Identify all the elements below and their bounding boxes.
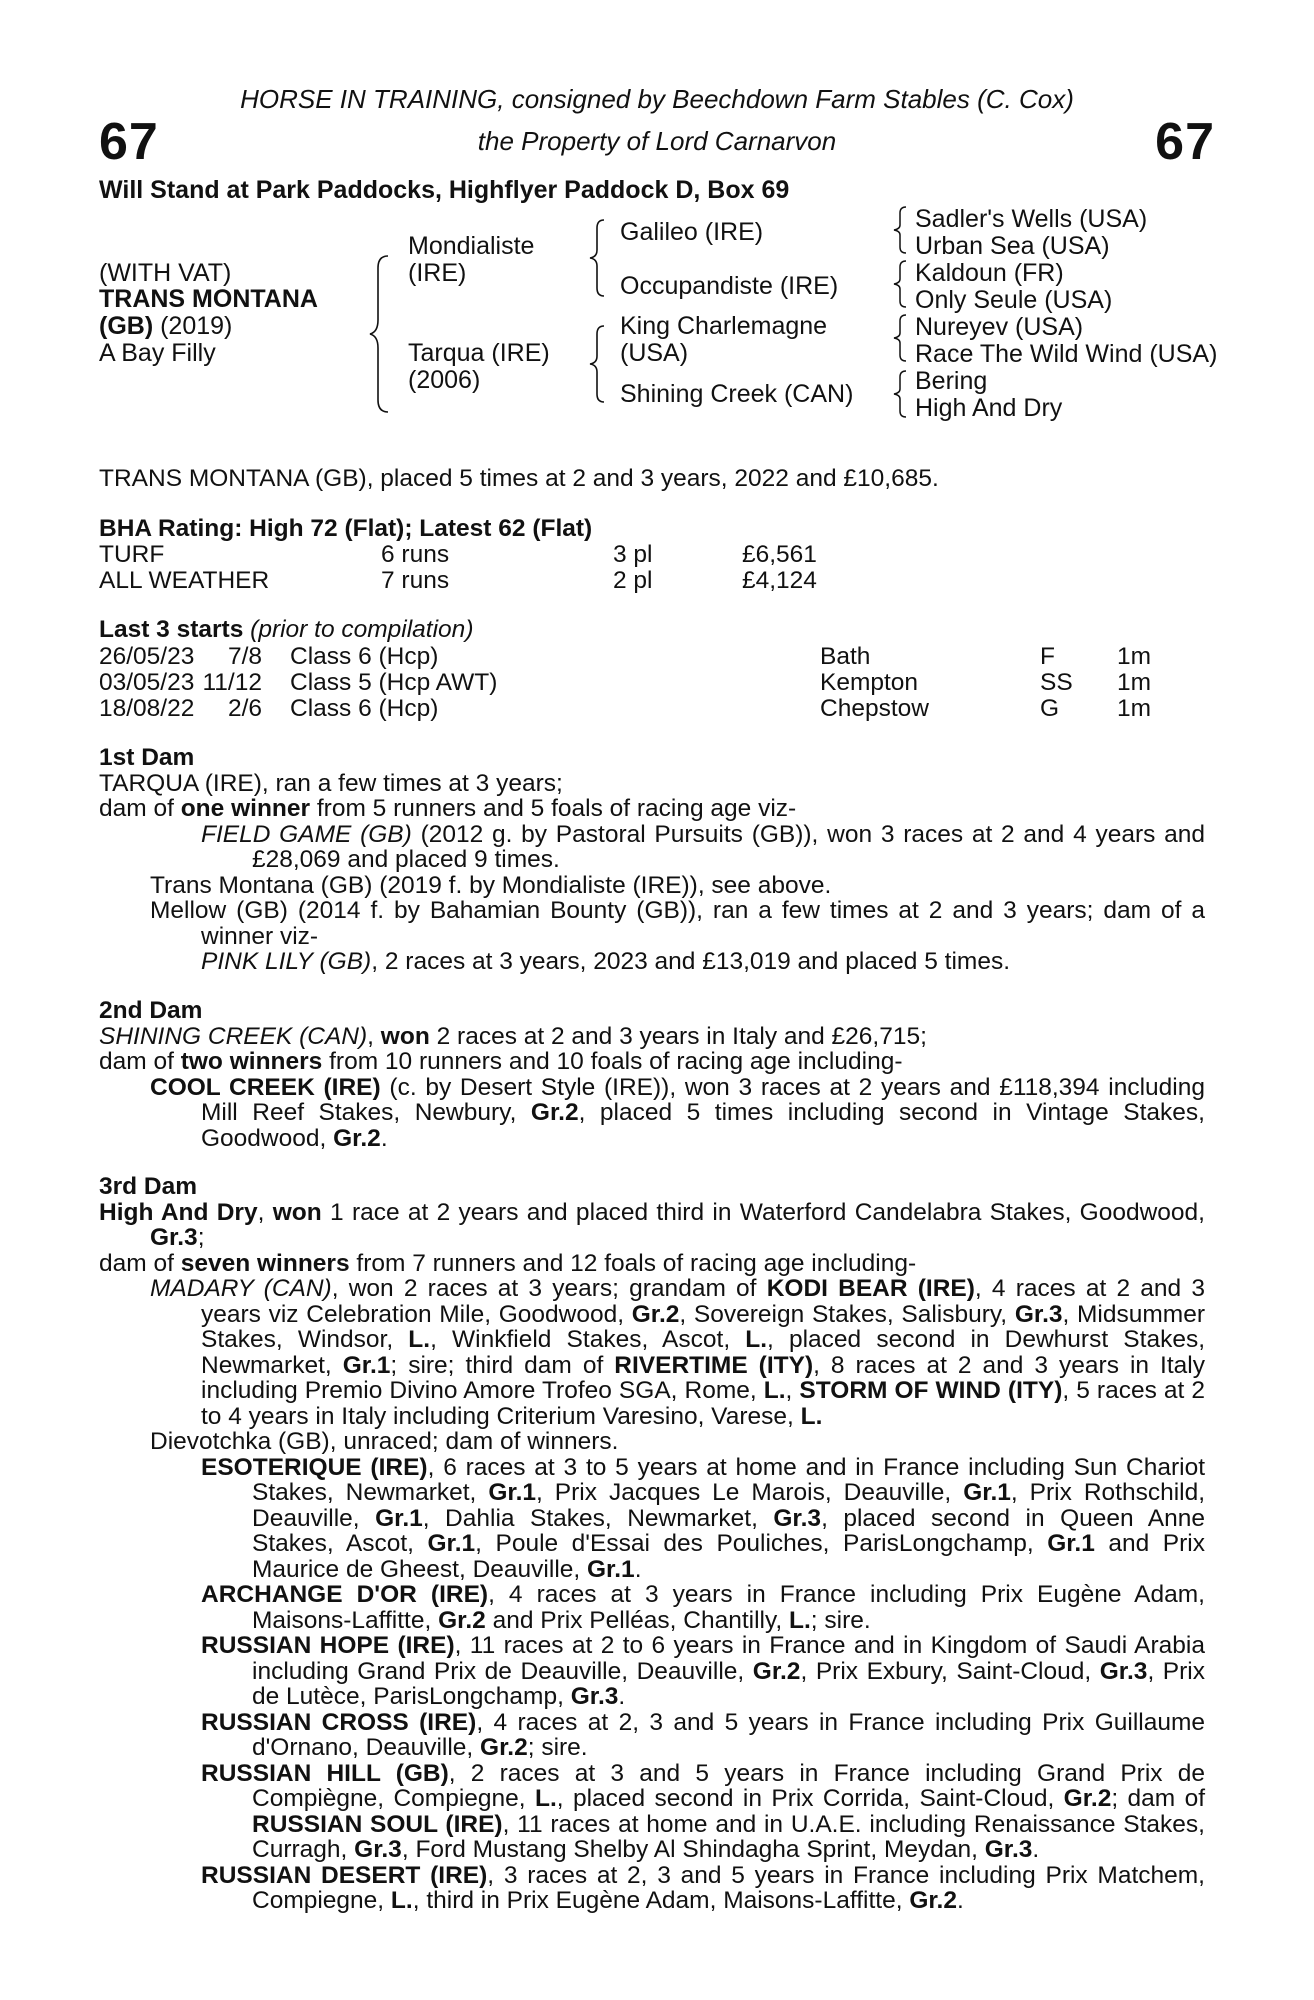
rating-runs: 7 runs <box>381 567 450 594</box>
pedigree-ddd: High And Dry <box>915 394 1063 422</box>
second-dam-line: SHINING CREEK (CAN), won 2 races at 2 and 3 years in Italy and £26,715; <box>99 1022 927 1050</box>
produce-entry-trans-montana: Trans Montana (GB) (2019 f. by Mondialiste (IRE)), see above. <box>150 871 832 899</box>
pedigree-sire: Mondialiste <box>408 232 535 260</box>
produce-entry-russian-desert: RUSSIAN DESERT (IRE), 3 races at 2, 3 and 5 years in France including Prix Matchem, Compiegne, L., third in Prix Eugène Adam, Maisons-Laffitte, Gr.2. <box>201 1861 1205 1914</box>
start-race: Class 6 (Hcp) <box>290 695 439 722</box>
pedigree-brace-main <box>368 254 392 414</box>
horse-country: (GB) <box>99 312 154 340</box>
pedigree-dds: Bering <box>915 367 988 395</box>
produce-entry-field-game: FIELD GAME (GB) (2012 g. by Pastoral Pursuits (GB)), won 3 races at 2 and 4 years and £28,069 and placed 9 times. <box>201 820 1205 873</box>
start-course: Kempton <box>820 669 919 696</box>
lot-number-left: 67 <box>99 113 159 171</box>
horse-country-year <box>99 312 232 341</box>
produce-entry-russian-hill: RUSSIAN HILL (GB), 2 races at 3 and 5 years in France including Grand Prix de Compiègne, Compiegne, L., placed second in Prix Corrida, Saint-Cloud, Gr.2; dam of RUSSIAN SOUL (IRE), 11 races at home and in U.A.E. including Renaissance Stakes, Curragh, Gr.3, Ford Mustang Shelby Al Shindagha Sprint, Meydan, Gr.3. <box>201 1759 1206 1863</box>
horse-name: TRANS MONTANA <box>99 285 318 313</box>
produce-entry-russian-hope: RUSSIAN HOPE (IRE), 11 races at 2 to 6 years in France and in Kingdom of Saudi Arabia including Grand Prix de Deauville, Deauville, Gr.2, Prix Exbury, Saint-Cloud, Gr.3, Prix de Lutèce, ParisLongchamp, Gr.3. <box>201 1632 1206 1710</box>
start-going: F <box>1040 643 1055 670</box>
pedigree-dam-year: (2006) <box>408 366 481 394</box>
pedigree-ssd: Urban Sea (USA) <box>915 232 1110 260</box>
pedigree-brace-ds <box>892 313 910 363</box>
pedigree-sss: Sadler's Wells (USA) <box>915 205 1148 233</box>
third-dam-heading: 3rd Dam <box>99 1173 198 1200</box>
race-record-summary: TRANS MONTANA (GB), placed 5 times at 2 and 3 years, 2022 and £10,685. <box>99 465 939 492</box>
start-position: 7/8 <box>227 643 262 670</box>
produce-entry-pink-lily: PINK LILY (GB), 2 races at 3 years, 2023 and £13,019 and placed 5 times. <box>201 948 1011 975</box>
pedigree-brace-sire <box>588 218 608 298</box>
rating-placed: 2 pl <box>613 567 653 594</box>
pedigree-brace-ss <box>892 205 910 255</box>
rating-placed: 3 pl <box>613 541 653 568</box>
lot-number-right: 67 <box>1155 113 1215 171</box>
stand-location: Will Stand at Park Paddocks, Highflyer Paddock D, Box 69 <box>99 176 790 204</box>
first-dam-line: TARQUA (IRE), ran a few times at 3 years; <box>99 769 563 797</box>
produce-entry-russian-cross: RUSSIAN CROSS (IRE), 4 races at 2, 3 and 5 years in France including Prix Guillaume d'Ornano, Deauville, Gr.2; sire. <box>201 1708 1205 1761</box>
pedigree-dam: Tarqua (IRE) <box>408 339 550 367</box>
start-date: 26/05/23 <box>99 643 195 670</box>
second-dam-produce-line: dam of two winners from 10 runners and 10 foals of racing age including- <box>99 1048 903 1075</box>
start-date: 03/05/23 <box>99 669 195 696</box>
start-position: 2/6 <box>227 695 262 722</box>
start-distance: 1m <box>1117 669 1152 696</box>
rating-prize: £6,561 <box>742 541 817 568</box>
third-dam-section <box>99 1174 1205 1914</box>
produce-entry-mellow: Mellow (GB) (2014 f. by Bahamian Bounty (GB)), ran a few times at 2 and 3 years; dam of a winner viz- <box>150 897 1205 950</box>
pedigree-dam-sire-line2: (USA) <box>620 339 689 367</box>
first-dam-heading: 1st Dam <box>99 744 195 771</box>
pedigree-brace-dam <box>588 324 608 404</box>
start-position: 11/12 <box>202 669 262 696</box>
pedigree-sire-dam: Occupandiste (IRE) <box>620 272 839 300</box>
produce-entry-madary: MADARY (CAN), won 2 races at 3 years; grandam of KODI BEAR (IRE), 4 races at 2 and 3 years viz Celebration Mile, Goodwood, Gr.2, Sovereign Stakes, Salisbury, Gr.3, Midsummer Stakes, Windsor, L., Winkfield Stakes, Ascot, L., placed second in Dewhurst Stakes, Newmarket, Gr.1; sire; third dam of RIVERTIME (ITY), 8 races at 2 and 3 years in Italy including Premio Divino Amore Trofeo SGA, Rome, L., STORM OF WIND (ITY), 5 races at 2 to 4 years in Italy including Criterium Varesino, Varese, L. <box>150 1275 1206 1430</box>
first-dam-section <box>99 745 1205 975</box>
start-course: Bath <box>820 643 871 670</box>
last-starts-title: Last 3 starts <box>99 616 244 643</box>
horse-year: (2019) <box>160 312 233 340</box>
start-course: Chepstow <box>820 695 929 722</box>
property-line: the Property of Lord Carnarvon <box>477 126 837 156</box>
pedigree-sire-country: (IRE) <box>408 259 467 287</box>
pedigree-sire-sire: Galileo (IRE) <box>620 218 764 246</box>
start-distance: 1m <box>1117 643 1152 670</box>
last-starts-note: (prior to compilation) <box>250 616 474 643</box>
pedigree-brace-sd <box>892 259 910 309</box>
produce-entry-esoterique: ESOTERIQUE (IRE), 6 races at 3 to 5 years at home and in France including Sun Chariot Stakes, Newmarket, Gr.1, Prix Jacques Le Marois, Deauville, Gr.1, Prix Rothschild, Deauville, Gr.1, Dahlia Stakes, Newmarket, Gr.3, placed second in Queen Anne Stakes, Ascot, Gr.1, Poule d'Essai des Pouliches, ParisLongchamp, Gr.1 and Prix Maurice de Gheest, Deauville, Gr.1. <box>201 1453 1206 1583</box>
start-going: G <box>1040 695 1060 722</box>
second-dam-heading: 2nd Dam <box>99 997 203 1024</box>
rating-surface: ALL WEATHER <box>99 567 270 594</box>
rating-runs: 6 runs <box>381 541 450 568</box>
pedigree-dam-dam: Shining Creek (CAN) <box>620 380 854 408</box>
consignment-line: HORSE IN TRAINING, consigned by Beechdown Farm Stables (C. Cox) <box>240 84 1074 114</box>
last-starts-heading <box>99 617 473 643</box>
produce-entry-dievotchka: Dievotchka (GB), unraced; dam of winners. <box>150 1428 619 1455</box>
start-date: 18/08/22 <box>99 695 195 722</box>
horse-description: A Bay Filly <box>99 339 216 367</box>
pedigree-dsd: Race The Wild Wind (USA) <box>915 340 1218 368</box>
pedigree-dss: Nureyev (USA) <box>915 313 1084 341</box>
start-race: Class 5 (Hcp AWT) <box>290 669 498 696</box>
produce-entry-cool-creek: COOL CREEK (IRE) (c. by Desert Style (IRE)), won 3 races at 2 years and £118,394 including Mill Reef Stakes, Newbury, Gr.2, placed 5 times including second in Vintage Stakes, Goodwood, Gr.2. <box>150 1073 1205 1152</box>
produce-entry-archange-dor: ARCHANGE D'OR (IRE), 4 races at 3 years in France including Prix Eugène Adam, Maisons-Laffitte, Gr.2 and Prix Pelléas, Chantilly, L.; sire. <box>201 1581 1205 1634</box>
start-going: SS <box>1040 669 1073 696</box>
third-dam-produce-line: dam of seven winners from 7 runners and 12 foals of racing age including- <box>99 1249 917 1277</box>
pedigree-sds: Kaldoun (FR) <box>915 259 1064 287</box>
rating-surface: TURF <box>99 541 165 568</box>
start-race: Class 6 (Hcp) <box>290 643 439 670</box>
start-distance: 1m <box>1117 695 1152 722</box>
pedigree-dam-sire-line1: King Charlemagne <box>620 312 828 340</box>
second-dam-section <box>99 998 1205 1151</box>
rating-prize: £4,124 <box>742 567 817 594</box>
pedigree-sdd: Only Seule (USA) <box>915 286 1113 314</box>
third-dam-line: High And Dry, won 1 race at 2 years and placed third in Waterford Candelabra Stakes, Goodwood, Gr.3; <box>99 1198 1205 1251</box>
pedigree-brace-dd <box>892 369 910 419</box>
vat-note: (WITH VAT) <box>99 259 232 287</box>
first-dam-produce-line: dam of one winner from 5 runners and 5 foals of racing age viz- <box>99 795 797 822</box>
bha-rating-heading: BHA Rating: High 72 (Flat); Latest 62 (Flat) <box>99 515 593 542</box>
